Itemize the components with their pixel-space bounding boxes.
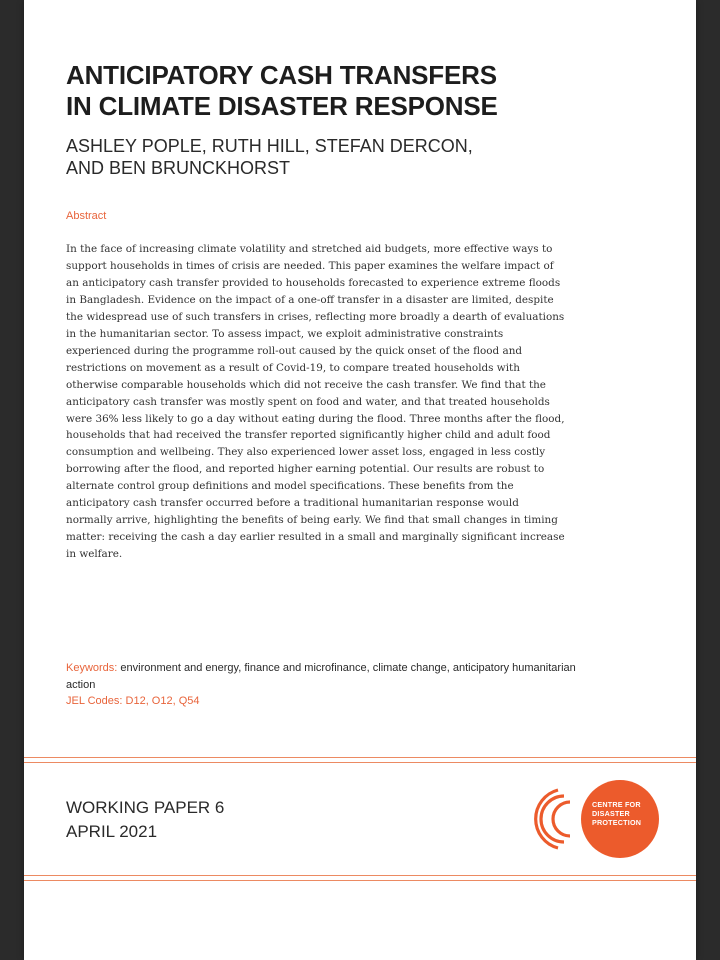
logo-line-1: CENTRE FOR: [592, 800, 641, 809]
bottom-divider-inner: [24, 880, 696, 881]
top-divider: [24, 757, 696, 758]
working-paper-number: WORKING PAPER 6: [66, 798, 225, 817]
logo-arc-inner: [553, 802, 570, 836]
logo-line-3: PROTECTION: [592, 818, 642, 827]
author-list: [66, 135, 666, 179]
abstract-body: In the face of increasing climate volatility and stretched aid budgets, more effective ways to support households in times of crisis are needed. This paper examines the welfare impact of an anticipatory cash transfer provided to households forecasted to experience extreme floods in Bangladesh. Evidence on the impact of a one-off transfer in a disaster are limited, despite the widespread use of such transfers in crises, reflecting more broadly a dearth of evaluations in the humanitarian sector. To assess impact, we exploit administrative constraints experienced during the programme roll-out caused by the quick onset of the flood and restrictions on movement as a result of Covid-19, to compare treated households with otherwise comparable households which did not receive the cash transfer. We find that the anticipatory cash transfer was mostly spent on food and water, and that treated households were 36% less likely to go a day without eating during the flood. Three months after the flood, households that had received the transfer reported significantly higher child and adult food consumption and wellbeing. They also experienced lower asset loss, engaged in less costly borrowing after the flood, and reported higher earning potential. Our results are robust to alternate control group definitions and model specifications. These benefits from the anticipatory cash transfer occurred before a traditional humanitarian response would normally arrive, highlighting the benefits of being early. We find that small changes in timing matter: receiving the cash a day earlier resulted in a small and marginally significant increase in welfare.: [66, 243, 565, 561]
working-paper-info: [66, 796, 224, 844]
document-page: [24, 0, 696, 960]
title-line-1: ANTICIPATORY CASH TRANSFERS: [66, 60, 497, 90]
logo-wordmark: [592, 800, 658, 827]
keywords-text: environment and energy, finance and microfinance, climate change, anticipatory humanitarian action: [66, 662, 576, 691]
authors-line-1: ASHLEY POPLE, RUTH HILL, STEFAN DERCON,: [66, 136, 473, 156]
paper-title: [66, 60, 666, 122]
publication-date: APRIL 2021: [66, 822, 158, 841]
logo-line-2: DISASTER: [592, 809, 630, 818]
abstract-heading: Abstract: [66, 210, 107, 222]
keywords-line: [66, 660, 586, 693]
top-divider-inner: [24, 762, 696, 763]
paper-metadata: [66, 660, 586, 710]
authors-line-2: AND BEN BRUNCKHORST: [66, 158, 291, 178]
title-line-2: IN CLIMATE DISASTER RESPONSE: [66, 91, 498, 121]
bottom-divider: [24, 875, 696, 876]
keywords-label: Keywords:: [66, 662, 118, 674]
jel-codes: JEL Codes: D12, O12, Q54: [66, 695, 200, 707]
